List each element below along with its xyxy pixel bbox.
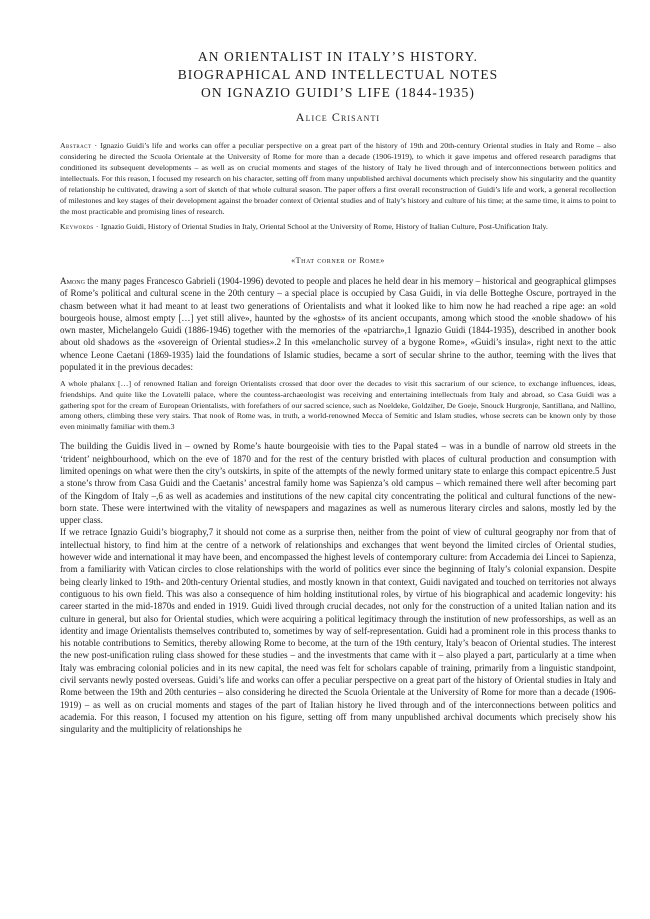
keywords-text: Ignazio Guidi, History of Oriental Studies in Italy, Oriental School at the University of Rome, History of Italian Culture, Post-Unification Italy. [98,222,548,231]
article-title [60,48,616,102]
section-heading: «That corner of Rome» [291,256,385,265]
title-line-2: BIOGRAPHICAL AND INTELLECTUAL NOTES [177,67,499,82]
block-quote: A whole phalanx […] of renowned Italian and foreign Orientalists crossed that door over the decades to visit this sacrarium of our science, to exchange influences, ideas, friendships. And quite like the Lovatelli palace, where the countess-archaeologist was receiving and entertaining intellectuals from Italy and abroad, so Casa Guidi was a gathering spot for the cream of European Orientalists, with forefathers of our sacred science, such as Noeldeke, Goldziher, De Goeje, Snouck Hurgronje, Santillana, and Nallino, among others, climbing these very stairs. That nook of Rome was, in truth, a world-renowned Mecca of Semitic and Islam studies, whose secrets can be known only by those even minimally familiar with them.3 [60,379,616,431]
keywords-label: Keywords · [60,222,99,231]
article-page [60,48,616,735]
paragraph-1-text: the many pages Francesco Gabrieli (1904-1996) devoted to people and places he held dear in his memory – historical and geographical glimpses of Rome’s political and cultural scene in the 20th century – a special place is occupied by Casa Guidi, in via delle Botteghe Oscure, portrayed in the chasm between what it had meant to at least two generations of Orientalists and what it looked like to him now he had reached a ripe age: an «old bourgeois house, almost empty […] yet still alive», haunted by the «ghosts» of its ancient occupants, among which stood the «noble shadow» of his own master, Michelangelo Guidi (1886-1946) together with the memories of the «patriarch»,1 Ignazio Guidi (1844-1935), described in another book about old shadows as the «sovereign of Oriental studies».2 In this «melancholic survey of a bygone Rome», «Guidi’s insula», right next to the attic whence Leone Caetani (1869-1935) laid the foundations of Islamic studies, became a sort of secular shrine to the author, teeming with the lives that populated it in the previous decades: [60,276,616,373]
title-line-1: AN ORIENTALIST IN ITALY’S HISTORY. [197,49,479,64]
abstract-text: Ignazio Guidi’s life and works can offer a peculiar perspective on a great part of the history of 19th and 20th-century Oriental studies in Italy and Rome – also considering he directed the Scuola Orientale at the University of Rome for more than a decade (1906-1919), to which it gave impetus and offered research paradigms that conditioned its subsequent developments – as well as on crucial moments and stages of the history of Italy he lived through and of interconnections between politics and intellectuals. For this reason, I focused my research on his character, setting off from many unpublished archival documents which precisely show his singularity and the quantity of relationship he cultivated, drawing a sort of sketch of that whole cultural season. The paper offers a first overall reconstruction of Guidi’s life and work, a general recollection of milestones and key stages of their development against the broader context of Oriental studies and of Italy’s history and culture of his time; at the same time, it aims to point to the most practicable and promising lines of research. [60,141,616,216]
body-paragraph-2: The building the Guidis lived in – owned by Rome’s haute bourgeoisie with ties to the Papal state4 – was in a bundle of narrow old streets in the ‘trident’ neighbourhood, which on the eve of 1870 and for the rest of the century bristled with places of cultural production and consumption with limited openings on what were then the city’s outskirts, in spite of the attempts of the newly formed unitary state to enlarge this compact epicentre.5 Just a stone’s throw from Casa Guidi and the Caetanis’ ancestral family home was Sapienza’s old campus – which remained there well after becoming part of the Kingdom of Italy –,6 as well as academies and institutions of the new capital city concentrating the political and cultural functions of the new-born state. These were intertwined with the vitality of newspapers and magazines as well as numerous literary circles and salons, mostly led by the upper class. [60,441,616,526]
body-paragraph-3: If we retrace Ignazio Guidi’s biography,7 it should not come as a surprise then, neither from the point of view of cultural geography nor from that of intellectual history, to find him at the centre of a network of relationships and exchanges that went beyond the limited circles of Oriental studies, however wide and international it may have been, and encompassed the highest levels of contemporary culture: from Accademia dei Lincei to Sapienza, from a familiarity with Vatican circles to close relationships with the world of politics ever since the beginning of Italy’s colonial expansion. Despite being clearly linked to 19th- and 20th-century Oriental studies, and mostly known in that context, Guidi navigated and touched on territories not always contiguous to his own field. This was also a consequence of him holding institutional roles, by virtue of his biographical and academic longevity: his career started in the mid-1870s and ended in 1919. Guidi lived through crucial decades, not only for the construction of a united Italian nation and its culture in general, but also for Oriental studies, which were acquiring a political legitimacy through the institution of new professorships, as well as an identity and image Orientalists themselves contributed to, sometimes by way of self-representation. Guidi had a prominent role in this process thanks to his notable contributions to Semitics, thereby allowing Rome to become, at the turn of the 19th century, Italy’s beacon of Oriental studies. The interest the new post-unification ruling class showed for these studies – and the investments that came with it – also played a part, particularly at a time when Italy was embracing colonial policies and in its new capital, the need was felt for scholars capable of training, primarily from a linguistic standpoint, civil servants newly posted overseas. Guidi’s life and works can offer a peculiar perspective on a great part of the history of Oriental studies in Italy and Rome between the 19th and 20th centuries – also considering he directed the Scuola Orientale at the University of Rome for more than a decade (1906-1919) – as well as on crucial moments and stages of the part of Italian history he lived through and of the interconnections between politics and academia. For this reason, I focused my attention on his figure, setting off from many unpublished archival documents which precisely show his singularity and the multiplicity of relationships he [60,527,616,735]
body-paragraph-1 [60,275,616,373]
author-name: Alice Crisanti [295,110,381,124]
title-line-3: ON IGNAZIO GUIDI’S LIFE (1844-1935) [201,85,475,100]
keywords [60,221,616,232]
abstract-label: Abstract · [60,141,98,150]
opening-word: Among [60,276,85,286]
abstract [60,140,616,217]
